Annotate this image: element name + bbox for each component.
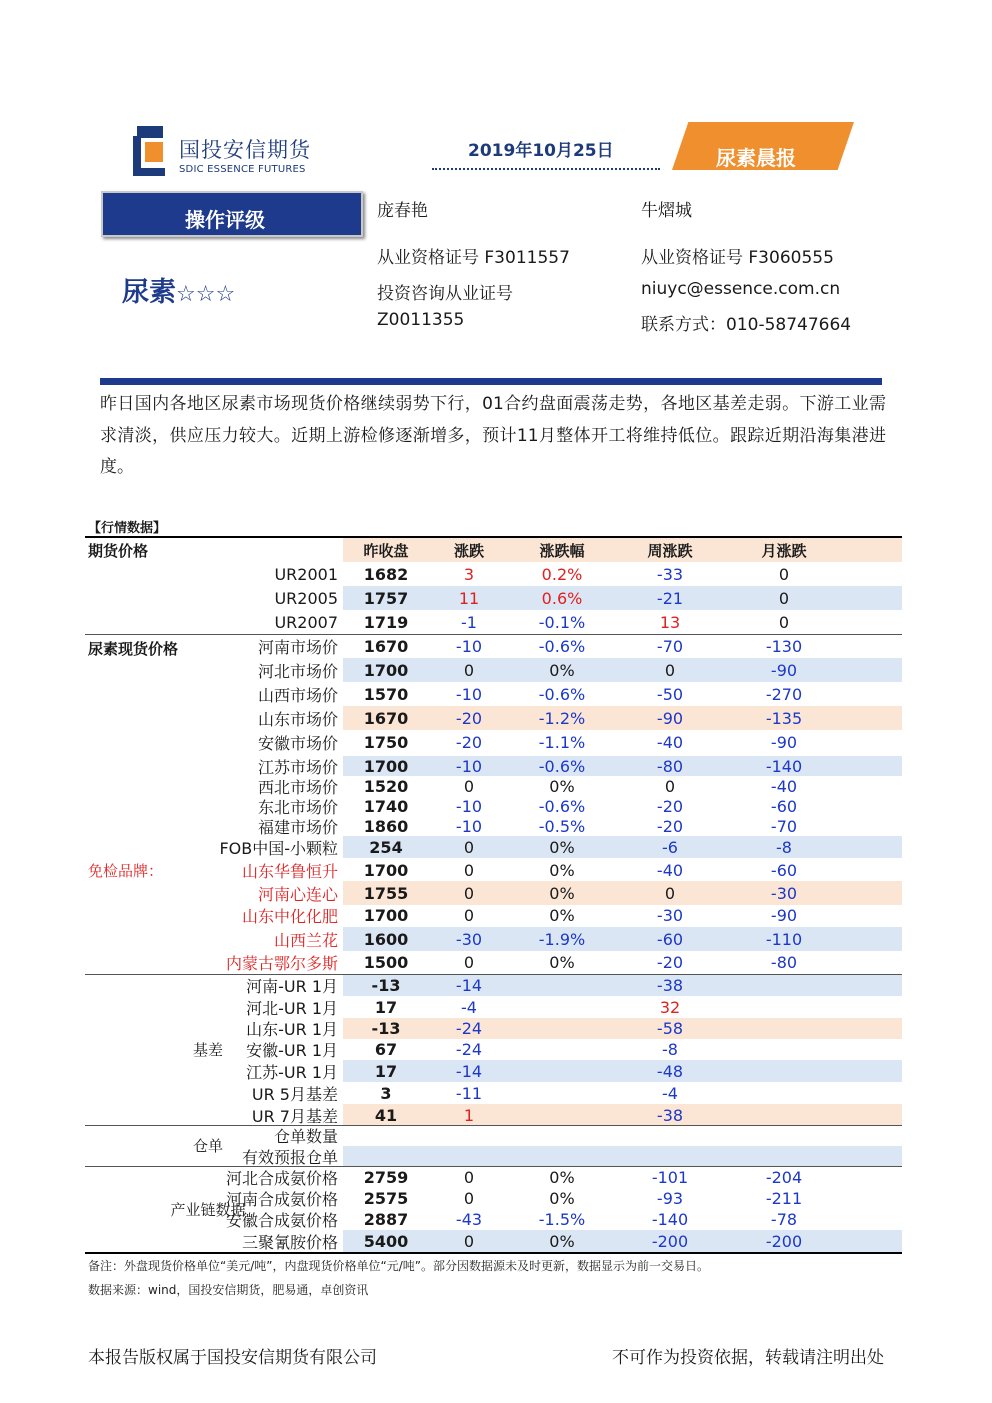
cell-change-pct: -1.9% bbox=[538, 929, 586, 949]
row-label: 河北合成氨价格 bbox=[225, 1168, 338, 1188]
cell-change: -10 bbox=[455, 756, 483, 776]
cell-weekly-change: -33 bbox=[656, 564, 684, 584]
cell-monthly-change: -8 bbox=[776, 837, 792, 857]
row-label: 安徽合成氨价格 bbox=[225, 1211, 338, 1230]
cell-weekly-change: 32 bbox=[659, 997, 681, 1017]
cell-change-pct: 0% bbox=[549, 776, 575, 796]
table-row bbox=[85, 1104, 902, 1126]
rating-line bbox=[122, 270, 235, 309]
cell-close: 1860 bbox=[363, 816, 409, 836]
cell-change: -10 bbox=[455, 796, 483, 816]
col-header-weekly: 周涨跌 bbox=[647, 541, 693, 560]
cell-monthly-change: -204 bbox=[765, 1167, 803, 1187]
row-label: 安徽市场价 bbox=[257, 733, 338, 753]
row-label: 三聚氰胺价格 bbox=[241, 1232, 338, 1252]
cell-close: 1700 bbox=[363, 860, 409, 880]
group-futures: 期货价格 bbox=[88, 541, 149, 560]
cell-weekly-change: -40 bbox=[656, 732, 684, 752]
group-chain: 产业链数据 bbox=[170, 1200, 246, 1219]
cell-monthly-change bbox=[745, 974, 823, 996]
row-label: 山东华鲁恒升 bbox=[241, 861, 338, 881]
row-label: 河南合成氨价格 bbox=[225, 1190, 338, 1209]
row-label: 山东中化化肥 bbox=[241, 907, 338, 926]
analyst2-phone: 联系方式：010-58747664 bbox=[641, 315, 852, 335]
cell-change: 0 bbox=[463, 860, 475, 880]
cell-weekly-change: -93 bbox=[656, 1189, 684, 1208]
cell-close: 2887 bbox=[363, 1210, 409, 1229]
cell-change: -11 bbox=[455, 1083, 483, 1103]
table-row bbox=[85, 682, 902, 706]
cell-change-pct: 0.2% bbox=[541, 564, 583, 584]
table-row bbox=[85, 836, 902, 858]
analyst1-consult-no: Z0011355 bbox=[377, 310, 465, 330]
row-label: 山西市场价 bbox=[257, 685, 338, 705]
rating-stars: ☆☆☆ bbox=[176, 282, 236, 307]
cell-weekly-change: -58 bbox=[656, 1019, 684, 1038]
cell-change: 0 bbox=[463, 776, 475, 796]
table-row bbox=[85, 730, 902, 754]
table-row bbox=[85, 927, 902, 951]
row-label: 东北市场价 bbox=[257, 797, 338, 817]
table-remark: 备注：外盘现货价格单位“美元/吨”，内盘现货价格单位“元/吨”。部分因数据源未及时更新，数据显示为前一交易日。 bbox=[88, 1259, 709, 1273]
table-row bbox=[85, 586, 902, 610]
table-bottom-rule bbox=[85, 1252, 902, 1254]
cell-close: 1670 bbox=[363, 636, 409, 656]
rating-product: 尿素 bbox=[122, 277, 176, 308]
table-title: 【行情数据】 bbox=[88, 521, 167, 536]
row-label: 河南-UR 1月 bbox=[246, 976, 338, 996]
col-header-close: 昨收盘 bbox=[363, 541, 409, 560]
report-name-tag bbox=[672, 122, 854, 170]
cell-close: 1700 bbox=[363, 906, 409, 925]
group-separator bbox=[85, 1125, 902, 1126]
row-label: 安徽-UR 1月 bbox=[246, 1041, 338, 1060]
cell-close: 3 bbox=[380, 1083, 392, 1103]
cell-change: 0 bbox=[463, 1189, 475, 1208]
rating-box bbox=[101, 191, 363, 237]
cell-weekly-change: 0 bbox=[664, 776, 676, 796]
cell-change: -1 bbox=[461, 612, 477, 632]
cell-change-pct: 0% bbox=[549, 883, 575, 903]
cell-close: 1740 bbox=[363, 796, 409, 816]
cell-close: 1700 bbox=[363, 756, 409, 776]
cell-close: 17 bbox=[374, 1061, 398, 1081]
footer-disclaimer: 不可作为投资依据，转载请注明出处 bbox=[612, 1348, 884, 1368]
cell-change: -14 bbox=[455, 975, 483, 995]
row-label: 有效预报仓单 bbox=[241, 1147, 338, 1167]
cell-close: -13 bbox=[371, 975, 401, 995]
table-row bbox=[85, 756, 902, 776]
cell-monthly-change: -270 bbox=[765, 684, 803, 704]
row-label: UR2001 bbox=[274, 564, 338, 584]
cell-change: -30 bbox=[455, 929, 483, 949]
report-date: 2019年10月25日 bbox=[468, 141, 614, 161]
cell-weekly-change: -80 bbox=[656, 756, 684, 776]
table-row bbox=[85, 1166, 902, 1188]
cell-monthly-change: -135 bbox=[765, 708, 803, 728]
cell-monthly-change: -200 bbox=[765, 1231, 803, 1251]
cell-weekly-change: -30 bbox=[656, 906, 684, 925]
row-label: 西北市场价 bbox=[257, 777, 338, 797]
cell-monthly-change: -130 bbox=[765, 636, 803, 656]
row-label: 仓单数量 bbox=[273, 1127, 338, 1146]
cell-weekly-change: 0 bbox=[664, 660, 676, 680]
cell-change-pct: 0% bbox=[549, 860, 575, 880]
cell-weekly-change: -8 bbox=[662, 1040, 678, 1059]
cell-change: 1 bbox=[463, 1105, 475, 1125]
table-row bbox=[85, 562, 902, 586]
cell-change-pct bbox=[525, 1082, 599, 1104]
logo-mark-icon bbox=[133, 126, 167, 176]
cell-change: 3 bbox=[463, 564, 475, 584]
group-label-row bbox=[85, 636, 902, 660]
cell-change: -20 bbox=[455, 732, 483, 752]
cell-close: 1500 bbox=[363, 953, 409, 972]
row-label: FOB中国-小颗粒 bbox=[219, 838, 338, 858]
cell-weekly-change: -38 bbox=[656, 975, 684, 995]
row-label: 江苏市场价 bbox=[257, 757, 338, 777]
group-brand: 免检品牌： bbox=[88, 861, 164, 880]
cell-change-pct: 0.6% bbox=[541, 588, 583, 608]
cell-monthly-change: 0 bbox=[778, 612, 790, 632]
cell-change-pct: -1.5% bbox=[538, 1210, 586, 1229]
cell-change-pct: -0.6% bbox=[538, 796, 586, 816]
col-header-change: 涨跌 bbox=[453, 541, 484, 560]
cell-change: 0 bbox=[463, 660, 475, 680]
row-label: 河北市场价 bbox=[257, 661, 338, 681]
cell-change: -24 bbox=[455, 1040, 483, 1059]
cell-monthly-change: -78 bbox=[770, 1210, 798, 1229]
cell-change: -24 bbox=[455, 1019, 483, 1038]
cell-change-pct bbox=[525, 1060, 599, 1082]
cell-close: 1670 bbox=[363, 708, 409, 728]
row-label: 福建市场价 bbox=[257, 817, 338, 837]
cell-weekly-change: -70 bbox=[656, 636, 684, 656]
cell-change-pct: 0% bbox=[549, 953, 575, 972]
table-row bbox=[85, 974, 902, 996]
group-warrant: 仓单 bbox=[192, 1136, 223, 1155]
logo-en-text: SDIC ESSENCE FUTURES bbox=[179, 164, 306, 175]
cell-monthly-change: -110 bbox=[765, 929, 803, 949]
cell-close: -13 bbox=[371, 1019, 401, 1038]
cell-close: 1757 bbox=[363, 588, 409, 608]
cell-weekly-change: -6 bbox=[662, 837, 678, 857]
cell-change-pct: 0% bbox=[549, 660, 575, 680]
table-header-row bbox=[85, 538, 902, 562]
cell-change: -14 bbox=[455, 1061, 483, 1081]
cell-change: -10 bbox=[455, 816, 483, 836]
cell-close: 1570 bbox=[363, 684, 409, 704]
cell-monthly-change: -40 bbox=[770, 776, 798, 796]
row-label: 山东市场价 bbox=[257, 709, 338, 729]
market-summary: 昨日国内各地区尿素市场现货价格继续弱势下行，01合约盘面震荡走势，各地区基差走弱。下游工业需求清淡，供应压力较大。近期上游检修逐渐增多，预计11月整体开工将维持低位。跟踪近期沿海集港进度。 bbox=[100, 394, 886, 477]
cell-change: -4 bbox=[461, 997, 477, 1017]
cell-weekly-change: -48 bbox=[656, 1061, 684, 1081]
report-name: 尿素晨报 bbox=[716, 146, 796, 170]
table-row bbox=[85, 1060, 902, 1082]
table-row bbox=[85, 610, 902, 634]
date-underline bbox=[432, 168, 660, 170]
cell-monthly-change bbox=[745, 1060, 823, 1082]
cell-monthly-change: -90 bbox=[770, 660, 798, 680]
cell-change-pct: -1.1% bbox=[538, 732, 586, 752]
analyst2-email[interactable]: niuyc@essence.com.cn bbox=[641, 279, 841, 299]
footer-copyright: 本报告版权属于国投安信期货有限公司 bbox=[88, 1348, 377, 1368]
company-logo bbox=[133, 126, 313, 182]
cell-change-pct: -0.6% bbox=[538, 756, 586, 776]
table-row bbox=[85, 706, 902, 730]
cell-close: 2575 bbox=[363, 1189, 409, 1208]
group-separator bbox=[85, 634, 902, 635]
row-label: 内蒙古鄂尔多斯 bbox=[225, 954, 338, 973]
group-label-row bbox=[85, 1038, 902, 1060]
cell-change-pct: -1.2% bbox=[538, 708, 586, 728]
cell-monthly-change: -60 bbox=[770, 860, 798, 880]
col-header-change-pct: 涨跌幅 bbox=[539, 541, 585, 560]
rating-box-label: 操作评级 bbox=[185, 208, 265, 232]
cell-monthly-change: -70 bbox=[770, 816, 798, 836]
group-label-row bbox=[85, 858, 902, 882]
cell-change-pct: 0% bbox=[549, 906, 575, 925]
cell-monthly-change: -211 bbox=[765, 1189, 803, 1208]
group-basis: 基差 bbox=[192, 1040, 223, 1059]
table-row bbox=[85, 996, 902, 1018]
cell-close: 1755 bbox=[363, 883, 409, 903]
table-row bbox=[85, 881, 902, 905]
cell-change: -10 bbox=[455, 684, 483, 704]
cell-close: 254 bbox=[369, 837, 403, 857]
cell-monthly-change: -60 bbox=[770, 796, 798, 816]
table-row bbox=[85, 658, 902, 682]
group-separator bbox=[85, 974, 902, 975]
cell-weekly-change: 0 bbox=[664, 883, 676, 903]
cell-monthly-change bbox=[745, 1082, 823, 1104]
cell-weekly-change: -140 bbox=[651, 1210, 689, 1229]
cell-close: 5400 bbox=[363, 1231, 409, 1251]
cell-monthly-change bbox=[745, 996, 823, 1018]
cell-change-pct: 0% bbox=[549, 1189, 575, 1208]
cell-weekly-change: -60 bbox=[656, 929, 684, 949]
cell-monthly-change: -80 bbox=[770, 953, 798, 972]
cell-close: 67 bbox=[374, 1040, 398, 1059]
cell-close: 41 bbox=[374, 1105, 398, 1125]
cell-change: 0 bbox=[463, 953, 475, 972]
cell-close: 1719 bbox=[363, 612, 409, 632]
cell-change-pct bbox=[525, 1018, 599, 1039]
row-label: UR 5月基差 bbox=[251, 1084, 338, 1104]
col-header-monthly: 月涨跌 bbox=[761, 541, 807, 560]
row-label: 山东-UR 1月 bbox=[246, 1020, 338, 1039]
cell-change: -10 bbox=[455, 636, 483, 656]
row-label: 江苏-UR 1月 bbox=[246, 1062, 338, 1082]
table-row bbox=[85, 816, 902, 836]
row-label: 河南心连心 bbox=[257, 884, 338, 904]
cell-weekly-change: -20 bbox=[656, 796, 684, 816]
table-row bbox=[85, 1082, 902, 1104]
row-label: 山西兰花 bbox=[273, 930, 338, 950]
cell-weekly-change: -90 bbox=[656, 708, 684, 728]
cell-change: 0 bbox=[463, 883, 475, 903]
cell-change-pct: -0.5% bbox=[538, 816, 586, 836]
cell-change: -43 bbox=[455, 1210, 483, 1229]
cell-monthly-change bbox=[745, 1018, 823, 1039]
row-label: UR 7月基差 bbox=[251, 1106, 338, 1126]
cell-change-pct: -0.6% bbox=[538, 636, 586, 656]
row-label: 河南市场价 bbox=[257, 637, 338, 657]
analyst1-cert: 从业资格证号 F3011557 bbox=[377, 248, 570, 268]
cell-weekly-change: -200 bbox=[651, 1231, 689, 1251]
cell-close: 1750 bbox=[363, 732, 409, 752]
table-row bbox=[85, 951, 902, 974]
cell-monthly-change: -140 bbox=[765, 756, 803, 776]
row-label: UR2007 bbox=[274, 612, 338, 632]
cell-close: 1520 bbox=[363, 776, 409, 796]
cell-close: 1682 bbox=[363, 564, 409, 584]
cell-change: 0 bbox=[463, 1167, 475, 1187]
cell-change-pct bbox=[525, 974, 599, 996]
table-row bbox=[85, 1018, 902, 1039]
cell-weekly-change: -38 bbox=[656, 1105, 684, 1125]
cell-change-pct bbox=[525, 1104, 599, 1126]
cell-change-pct: 0% bbox=[549, 1167, 575, 1187]
data-source: 数据来源：wind，国投安信期货，肥易通，卓创资讯 bbox=[88, 1283, 369, 1297]
table-row bbox=[85, 776, 902, 796]
group-label-row bbox=[85, 1134, 902, 1156]
cell-change-pct: 0% bbox=[549, 1231, 575, 1251]
cell-change: 0 bbox=[463, 906, 475, 925]
group-spot: 尿素现货价格 bbox=[88, 639, 179, 658]
cell-monthly-change: 0 bbox=[778, 564, 790, 584]
cell-weekly-change: -4 bbox=[662, 1083, 678, 1103]
cell-close: 2759 bbox=[363, 1167, 409, 1187]
cell-weekly-change: -101 bbox=[651, 1167, 689, 1187]
group-label-row bbox=[85, 1198, 902, 1220]
row-label: UR2005 bbox=[274, 588, 338, 608]
cell-weekly-change: -20 bbox=[656, 953, 684, 972]
cell-change-pct bbox=[525, 996, 599, 1018]
cell-change: -20 bbox=[455, 708, 483, 728]
table-row bbox=[85, 1230, 902, 1252]
cell-change-pct: -0.1% bbox=[538, 612, 586, 632]
cell-weekly-change: -21 bbox=[656, 588, 684, 608]
section-divider bbox=[100, 378, 882, 385]
table-row bbox=[85, 904, 902, 927]
cell-change: 0 bbox=[463, 837, 475, 857]
table-row bbox=[85, 796, 902, 816]
cell-weekly-change: -40 bbox=[656, 860, 684, 880]
cell-monthly-change: -90 bbox=[770, 906, 798, 925]
cell-change-pct: 0% bbox=[549, 837, 575, 857]
analyst2-name: 牛熠城 bbox=[641, 201, 692, 221]
cell-weekly-change: -20 bbox=[656, 816, 684, 836]
cell-monthly-change: -30 bbox=[770, 883, 798, 903]
cell-weekly-change: 13 bbox=[659, 612, 681, 632]
cell-monthly-change: 0 bbox=[778, 588, 790, 608]
analyst2-cert: 从业资格证号 F3060555 bbox=[641, 248, 834, 268]
cell-monthly-change: -90 bbox=[770, 732, 798, 752]
analyst1-consult: 投资咨询从业证号 bbox=[377, 284, 513, 304]
cell-monthly-change bbox=[745, 1104, 823, 1126]
cell-change: 0 bbox=[463, 1231, 475, 1251]
analyst1-name: 庞春艳 bbox=[377, 201, 428, 221]
cell-close: 1600 bbox=[363, 929, 409, 949]
group-separator bbox=[85, 1166, 902, 1167]
cell-change: 11 bbox=[458, 588, 480, 608]
cell-change-pct: -0.6% bbox=[538, 684, 586, 704]
cell-weekly-change: -50 bbox=[656, 684, 684, 704]
cell-close: 17 bbox=[374, 997, 398, 1017]
cell-close: 1700 bbox=[363, 660, 409, 680]
row-label: 河北-UR 1月 bbox=[246, 998, 338, 1018]
logo-cn-text: 国投安信期货 bbox=[179, 138, 311, 162]
